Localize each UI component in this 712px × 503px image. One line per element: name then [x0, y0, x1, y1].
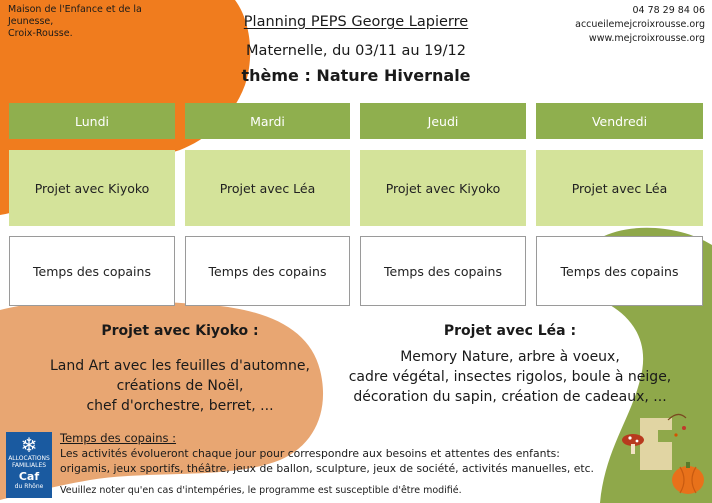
free-time-title: Temps des copains :	[60, 431, 177, 445]
kiyoko-line: créations de Noël,	[116, 378, 244, 394]
org-line-1: Maison de l'Enfance et de la Jeunesse,	[8, 4, 142, 27]
phone-number: 04 78 29 84 06	[632, 5, 705, 16]
page-title: Planning PEPS George Lapierre	[243, 14, 469, 30]
free-time-cell-mardi: Temps des copains	[185, 236, 350, 306]
theme-label: thème : Nature Hivernale	[241, 66, 471, 85]
email-address: accueilemejcroixrousse.org	[575, 19, 705, 30]
website-link[interactable]: www.mejcroixrousse.org	[588, 33, 705, 44]
caf-line-2: FAMILIALES	[11, 462, 47, 469]
caf-logo	[6, 432, 52, 498]
free-time-description	[60, 446, 660, 476]
kiyoko-description	[20, 356, 340, 416]
project-cell-mardi: Projet avec Léa	[185, 150, 350, 226]
page-subtitle: Maternelle, du 03/11 au 19/12	[246, 43, 466, 59]
free-time-cell-lundi: Temps des copains	[9, 236, 175, 306]
day-header-vendredi: Vendredi	[536, 103, 703, 139]
weather-note: Veuillez noter qu'en cas d'intempéries, le programme est susceptible d'être modifié.	[60, 485, 462, 496]
project-cell-jeudi: Projet avec Kiyoko	[360, 150, 526, 226]
lea-heading: Projet avec Léa :	[443, 323, 577, 339]
lea-line: Memory Nature, arbre à voeux,	[400, 349, 620, 365]
lea-line: cadre végétal, insectes rigolos, boule à neige,	[348, 369, 672, 385]
kiyoko-line: Land Art avec les feuilles d'automne,	[50, 358, 310, 374]
free-time-cell-vendredi: Temps des copains	[536, 236, 703, 306]
snowflake-icon: ❄	[20, 433, 38, 457]
project-cell-vendredi: Projet avec Léa	[536, 150, 703, 226]
free-time-line: origamis, jeux sportifs, théâtre, jeux de ballon, sculpture, jeux de société, activités manuelles, etc.	[60, 462, 594, 475]
lea-description	[332, 347, 688, 407]
free-time-cell-jeudi: Temps des copains	[360, 236, 526, 306]
lea-line: décoration du sapin, création de cadeaux, ...	[353, 389, 667, 405]
caf-line-1: ALLOCATIONS	[8, 455, 50, 462]
day-header-mardi: Mardi	[185, 103, 350, 139]
org-line-2: Croix-Rousse.	[8, 28, 73, 39]
caf-name: Caf	[18, 470, 40, 483]
day-header-jeudi: Jeudi	[360, 103, 526, 139]
kiyoko-heading: Projet avec Kiyoko :	[101, 323, 259, 339]
kiyoko-line: chef d'orchestre, berret, ...	[86, 398, 274, 414]
project-cell-lundi: Projet avec Kiyoko	[9, 150, 175, 226]
day-header-lundi: Lundi	[9, 103, 175, 139]
free-time-line: Les activités évolueront chaque jour pour correspondre aux besoins et attentes des enfants:	[60, 447, 560, 460]
caf-region: du Rhône	[14, 483, 44, 490]
